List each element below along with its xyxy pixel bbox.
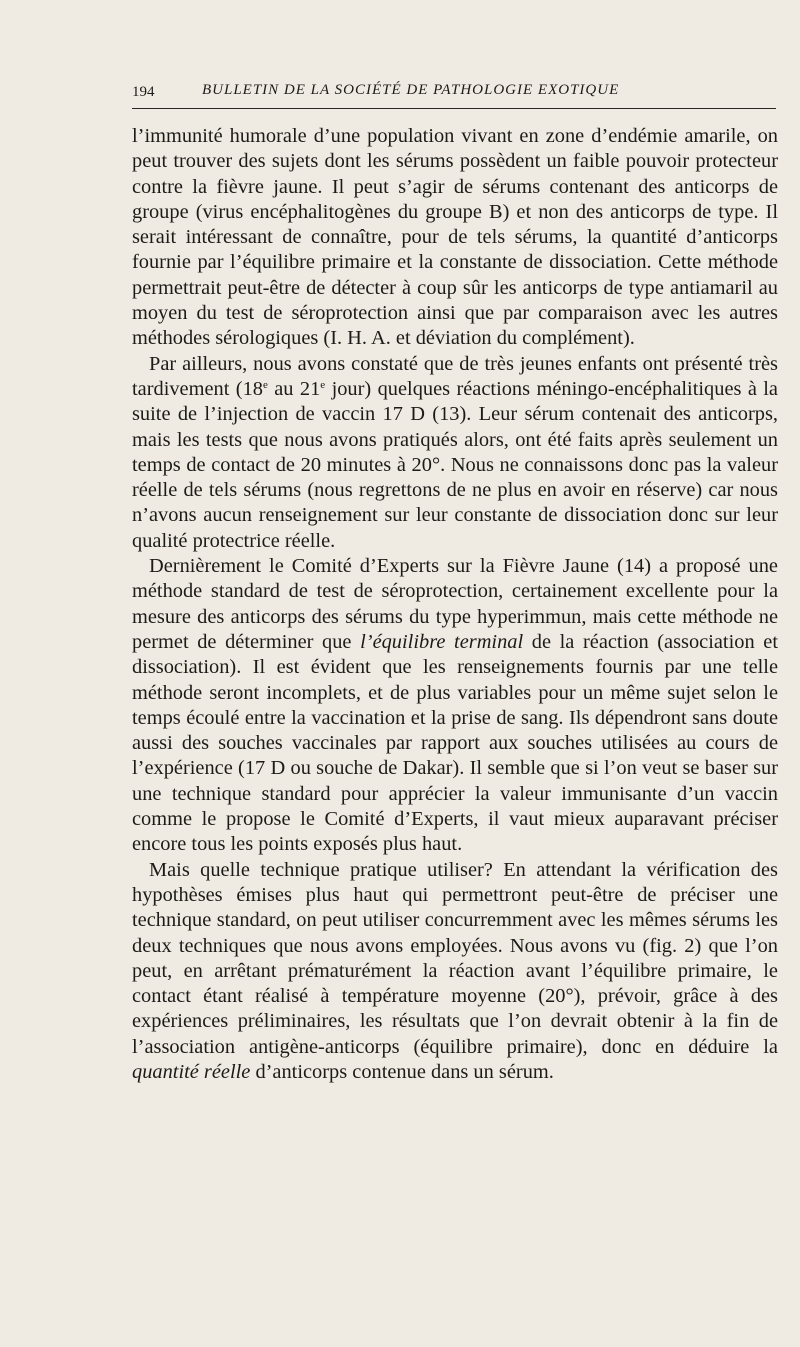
running-header	[132, 80, 776, 109]
paragraph-2	[132, 352, 778, 554]
paragraph-1: l’immunité humorale d’une population vivant en zone d’endémie amarile, on peut trouver des sujets dont les sérums possèdent un faible pouvoir protecteur contre la fièvre jaune. Il peut s’agir de sérums contenant des anticorps de groupe (virus encéphalitogènes du groupe B) et non des anticorps de type. Il serait intéressant de connaître, pour de tels sérums, la quantité d’anticorps fournie par l’équilibre primaire et la constante de dissociation. Cette méthode permettrait peut-être de détecter à coup sûr les anticorps de type antiamaril au moyen du test de séroprotection ainsi que par comparaison avec les autres méthodes sérologiques (I. H. A. et déviation du complément).	[132, 125, 778, 350]
ordinal-superscript: e	[262, 378, 268, 391]
paragraph-3	[132, 554, 778, 858]
ordinal-superscript: e	[320, 378, 326, 391]
journal-title: BULLETIN DE LA SOCIÉTÉ DE PATHOLOGIE EXOTIQUE	[202, 82, 620, 98]
paragraph-3-part-b: de la réaction (association et dissociation). Il est évident que les renseignements fournis par une telle méthode seront incomplets, et de plus variables pour un même sujet selon le temps écoulé entre la vaccination et la prise de sang. Ils dépendront sans doute aussi des souches vaccinales par rapport aux souches utilisées au cours de l’expérience (17 D ou souche de Dakar). Il semble que si l’on veut se baser sur une technique standard pour apprécier la valeur immunisante d’un vaccin comme le propose le Comité d’Experts, il vaut mieux auparavant préciser encore tous les points exposés plus haut.	[132, 630, 778, 856]
page-number: 194	[132, 84, 155, 100]
paragraph-2-part-a: Par ailleurs, nous avons constaté que de très jeunes enfants ont présenté très tardivement (18	[132, 352, 778, 400]
paragraph-3-part-a: Dernièrement le Comité d’Experts sur la Fièvre Jaune (14) a proposé une méthode standard de test de séroprotection, certainement excellente pour la mesure des anticorps des sérums du type hyperimmun, mais cette méthode ne permet de déterminer que	[132, 555, 778, 653]
paragraph-4-part-b: d’anticorps contenue dans un sérum.	[250, 1060, 554, 1083]
paragraph-4-part-a: Mais quelle technique pratique utiliser? En attendant la vérification des hypothèses émises plus haut qui permettront peut-être de préciser une technique standard, on peut utiliser concurremment avec les mêmes sérums les deux techniques que nous avons employées. Nous avons vu (fig. 2) que l’on peut, en arrêtant prématurément la réaction avant l’équilibre primaire, le contact étant réalisé à température moyenne (20°), prévoir, grâce à des expériences préliminaires, les résultats que l’on devrait obtenir à la fin de l’association antigène-anticorps (équilibre primaire), donc en déduire la	[132, 858, 778, 1058]
body-text	[132, 124, 778, 1085]
italic-term-quantite-reelle: quantité réelle	[132, 1060, 251, 1083]
paragraph-4	[132, 858, 778, 1086]
paragraph-2-part-b: au 21	[267, 377, 321, 400]
italic-term-equilibre-terminal: l’équilibre terminal	[360, 630, 524, 653]
paragraph-2-part-c: jour) quelques réactions méningo-encéphalitiques à la suite de l’injection de vaccin 17 D (13). Leur sérum contenait des anticorps, mais les tests que nous avons pratiqués alors, ont été faits après seulement un temps de contact de 20 minutes à 20°. Nous ne connaissons donc pas la valeur réelle de tels sérums (nous regrettons de ne plus en avoir en réserve) car nous n’avons aucun renseignement sur leur constante de dissociation donc sur leur qualité protectrice réelle.	[132, 377, 778, 552]
